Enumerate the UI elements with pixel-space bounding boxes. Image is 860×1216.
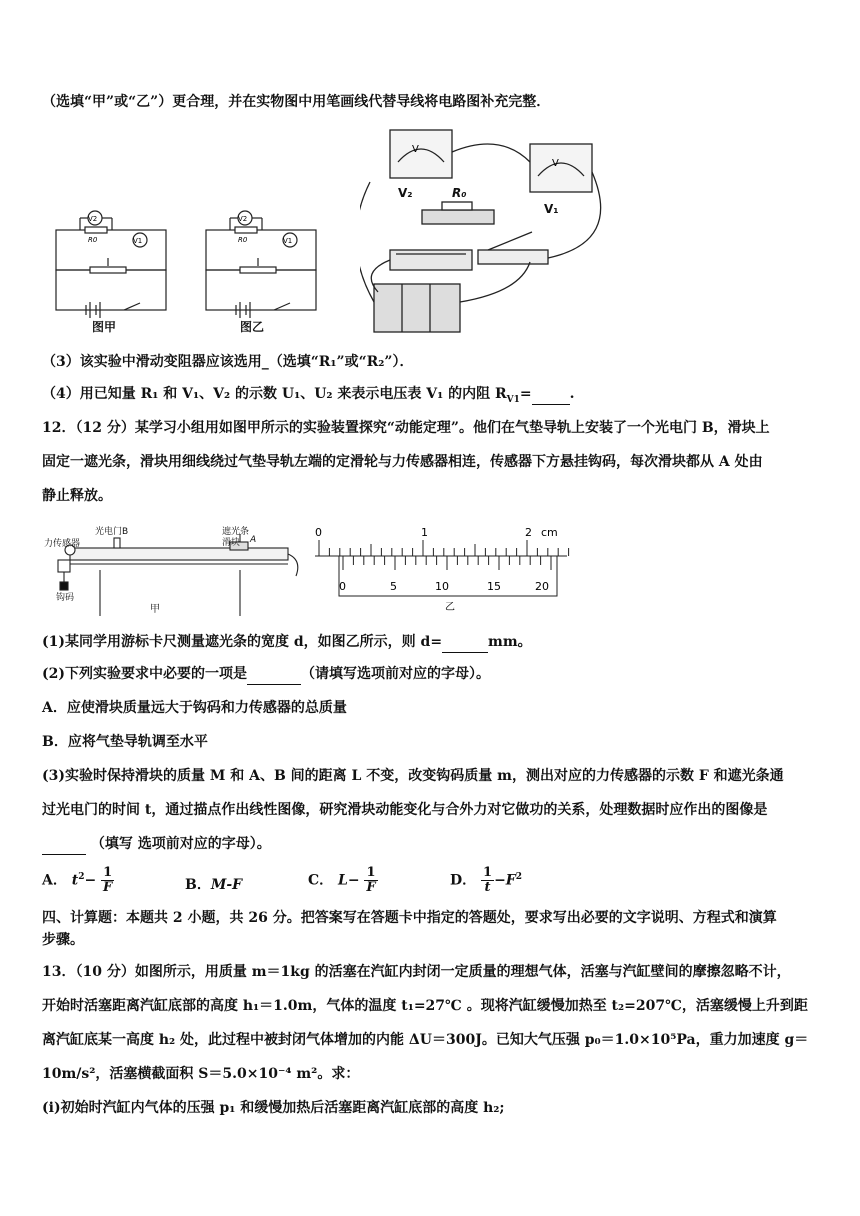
text-line: 静止释放。 [42,488,112,504]
text-span: (1)某同学用游标卡尺测量遮光条的宽度 d，如图乙所示，则 d= [42,634,443,650]
denominator: t [484,880,491,895]
option-a[interactable] [42,866,114,895]
caption-yi2: 乙 [445,602,455,613]
svg-text:R0: R0 [238,236,248,244]
caption-jia: 图甲 [92,320,117,334]
superscript: 2 [515,871,523,882]
label-r0: R₀ [452,186,467,200]
option-d[interactable] [450,866,522,895]
option-label: D． [450,872,477,889]
answer-blank[interactable] [532,384,570,405]
svg-text:V1: V1 [133,237,143,245]
vernier-ticks [343,556,551,570]
math-l: L [338,872,348,889]
text-line: （选填“甲”或“乙”）更合理，并在实物图中用笔画线代替导线将电路图补充完整． [42,94,551,110]
text-line [42,632,832,653]
fraction [101,866,114,895]
circuit-jia [56,211,166,318]
r0-device [422,210,494,224]
main-label-1: 1 [421,526,428,539]
answer-blank[interactable] [442,632,488,653]
answer-blank[interactable] [247,664,301,685]
text-line: 步骤。 [42,932,84,948]
numerator: 1 [483,865,493,880]
hook-weight [60,582,68,590]
text-line [42,384,832,410]
text-span: （请填写选项前对应的字母）。 [301,666,490,682]
r0-resistor [85,227,107,233]
physical-circuit [360,122,820,342]
denominator: F [366,880,376,895]
label-v2: V₂ [398,186,413,200]
math-t: t [71,872,79,889]
photogate [114,538,120,548]
fraction [481,866,494,895]
svg-text:V1: V1 [283,237,293,245]
text-line: 固定一遮光条，滑块用细线绕过气垫导轨左端的定滑轮与力传感器相连，传感器下方悬挂钩码，每次滑块都从 A 处由 [42,454,763,470]
text-line [42,834,832,855]
battery [374,284,460,332]
text-line: 过光电门的时间 t，通过描点作出线性图像，研究滑块动能变化与合外力对它做功的关系，处理数据时应作出的图像是 [42,802,768,818]
fraction [364,866,377,895]
option-label: B． [185,877,211,893]
text-line: A．应使滑块质量远大于钩码和力传感器的总质量 [42,700,347,716]
svg-text:V2: V2 [88,215,98,223]
vernier-label-15: 15 [487,580,501,593]
circuit-yi [206,211,316,318]
main-scale-ticks [319,540,569,556]
unit-label: cm [541,526,558,539]
numerator: 1 [103,865,113,880]
math-mf: M-F [210,877,243,893]
v1-meter-device [530,144,592,192]
label-a: A [250,535,257,545]
vernier-label-20: 20 [535,580,549,593]
text-line: 13．（10 分）如图所示，用质量 m＝1kg 的活塞在汽缸内封闭一定质量的理想气体，活塞与汽缸壁间的摩擦忽略不计， [42,964,791,980]
text-line: 四、计算题：本题共 2 小题，共 26 分。把答案写在答题卡中指定的答题处，要求写出必要的文字说明、方程式和演算 [42,910,777,926]
text-span: （4）用已知量 R₁ 和 V₁、V₂ 的示数 U₁、U₂ 来表示电压表 V₁ 的内阻 R [42,386,507,402]
text-line: （3）该实验中滑动变阻器应该选用_（选填“R₁”或“R₂”）． [42,354,414,370]
svg-text:V: V [412,144,419,155]
label-v1: V₁ [544,202,559,216]
switch [478,250,548,264]
text-line: 12．（12 分）某学习小组用如图甲所示的实验装置探究“动能定理”。他们在气垫导轨上安装了一个光电门 B，滑块上 [42,420,770,436]
rheostat [390,250,472,270]
label-slider: 滑块 [222,538,241,548]
option-label: A． [42,872,67,889]
text-span: . [569,386,575,402]
force-sensor [58,560,70,572]
minus: − [84,872,97,889]
text-line: B．应将气垫导轨调至水平 [42,734,208,750]
text-span: mm。 [488,634,532,650]
denominator: F [103,880,113,895]
apparatus-figure [40,520,300,618]
vernier-label-0: 0 [339,580,346,593]
caption-jia2: 甲 [150,604,160,615]
vernier-label-10: 10 [435,580,449,593]
svg-text:V: V [552,158,559,169]
air-track [70,548,288,560]
answer-blank[interactable] [42,834,86,855]
math-f: F [505,872,516,889]
text-line [42,664,832,685]
superscript: 2 [78,871,85,882]
text-line: 10m/s²，活塞横截面积 S＝5.0×10⁻⁴ m²。求： [42,1066,360,1082]
text-line: (3)实验时保持滑块的质量 M 和 A、B 间的距离 L 不变，改变钩码质量 m，测出对应的力传感器的示数 F 和遮光条通 [42,768,784,784]
text-span: (2)下列实验要求中必要的一项是 [42,666,247,682]
label-strip: 遮光条 [222,527,250,537]
label-photogate: 光电门B [95,527,129,537]
main-label-2: 2 [525,526,532,539]
v2-meter-device [390,130,452,178]
main-label-0: 0 [315,526,322,539]
text-line: 离汽缸底某一高度 h₂ 处，此过程中被封闭气体增加的内能 ΔU＝300J。已知大气压强 p₀＝1.0×10⁵Pa，重力加速度 g＝ [42,1032,809,1048]
text-span: （填写 选项前对应的字母）。 [90,836,271,852]
vernier-caliper [305,520,575,618]
text-line: (ⅰ)初始时汽缸内气体的压强 p₁ 和缓慢加热后活塞距离汽缸底部的高度 h₂; [42,1100,505,1116]
label-hook: 钩码 [56,593,75,603]
circuit-diagrams [40,200,360,335]
svg-text:V2: V2 [238,215,248,223]
subscript: V1 [506,394,520,405]
svg-text:R0: R0 [88,236,98,244]
option-label: C． [308,872,334,889]
text-line: 开始时活塞距离汽缸底部的高度 h₁＝1.0m，气体的温度 t₁=27℃ 。现将汽缸缓慢加热至 t₂=207℃，活塞缓慢上升到距 [42,998,808,1014]
text-span: = [519,386,532,402]
minus: − [494,872,506,889]
minus: − [347,872,360,889]
numerator: 1 [366,865,376,880]
caption-yi: 图乙 [240,320,265,334]
vernier-label-5: 5 [390,580,397,593]
option-c[interactable] [308,866,378,895]
option-b[interactable] [185,874,242,894]
label-force-sensor: 力传感器 [44,539,81,549]
